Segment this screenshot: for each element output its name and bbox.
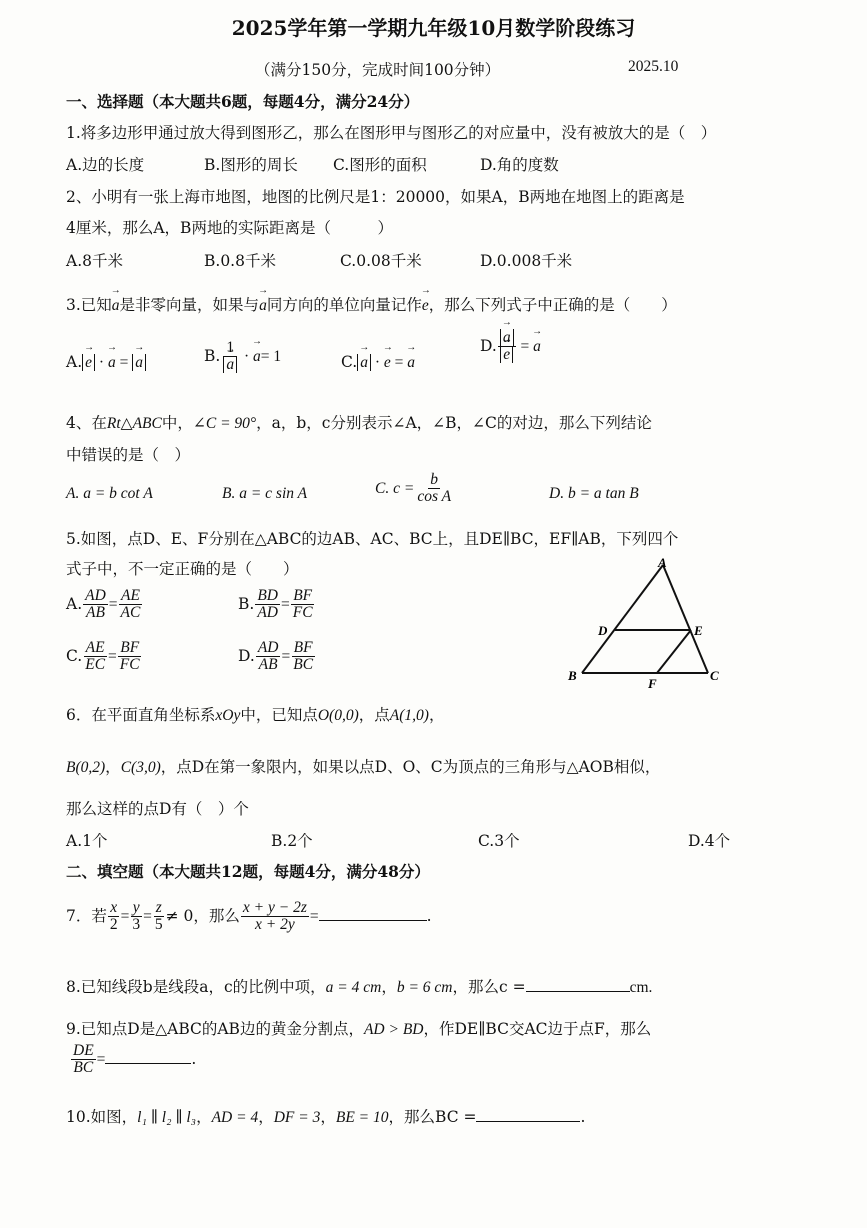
point-label-c: C xyxy=(710,668,719,683)
question-4-line-1: 4、在Rt△ABC中，∠C = 90°，a，b，c分别表示∠A，∠B，∠C的对边，那么下列结论 xyxy=(66,414,652,432)
question-5-option-d: D. $\frac{AD}{AB}$ = $\frac{BF}{BC}$ xyxy=(238,639,314,674)
question-4-option-a: A. a = b cot A xyxy=(66,485,153,502)
question-5-line-1: 5.如图，点D、E、F分别在△ABC的边AB、AC、BC上，且DE∥BC，EF∥AB，下列四个 xyxy=(66,530,679,548)
point-label-f: F xyxy=(648,676,657,690)
segment-ab xyxy=(582,565,663,673)
question-1-stem: 1.将多边形甲通过放大得到图形乙，那么在图形甲与图形乙的对应量中，没有被放大的是（ ） xyxy=(66,124,717,142)
question-9-answer-blank[interactable] xyxy=(105,1062,191,1064)
question-5-option-a: A. $\frac{AD}{AB}$ = $\frac{AE}{AC}$ xyxy=(66,587,141,622)
section-heading-choice: 一、选择题（本大题共6题，每题4分，满分24分） xyxy=(66,92,420,111)
question-8: 8.已知线段b是线段a，c的比例中项，a = 4 cm，b = 6 cm，那么c = cm. xyxy=(66,978,653,996)
question-5-line-2: 式子中，不一定正确的是（ ） xyxy=(66,560,299,578)
question-4-option-d: D. b = a tan B xyxy=(549,485,639,502)
question-2-line-2: 4厘米，那么A，B两地的实际距离是（ ） xyxy=(66,219,393,237)
page-title: 2025学年第一学期九年级10月数学阶段练习 xyxy=(231,16,636,40)
question-5-option-b: B. $\frac{BD}{AD}$ = $\frac{BF}{FC}$ xyxy=(238,587,313,622)
point-label-e: E xyxy=(694,623,703,638)
section-heading-fill-in: 二、填空题（本大题共12题，每题4分，满分48分） xyxy=(66,862,430,881)
question-6-option-a: A.1个 xyxy=(66,832,108,850)
question-7: 7．若 $\frac{x}{2}$ = $\frac{y}{3}$ = $\frac{z}{5}$ ≠ 0，那么 $\frac{x + y - 2z}{x + 2y}$ = . xyxy=(66,899,432,934)
question-1-option-b: B.图形的周长 xyxy=(204,156,298,174)
question-1-option-a: A.边的长度 xyxy=(66,156,145,174)
question-6-option-b: B.2个 xyxy=(271,832,313,850)
question-6-line-3: 那么这样的点D有（ ）个 xyxy=(66,800,249,818)
question-9-line-2: $\frac{DE}{BC}$ = . xyxy=(73,1042,197,1077)
question-5-triangle-figure xyxy=(560,555,730,690)
question-1-option-d: D.角的度数 xyxy=(480,156,559,174)
segment-ef xyxy=(657,630,691,673)
point-label-b: B xyxy=(568,668,577,683)
question-6-option-c: C.3个 xyxy=(478,832,520,850)
question-3-option-c: C.→ a · → e = → a xyxy=(341,353,415,372)
question-1-option-c: C.图形的面积 xyxy=(333,156,427,174)
question-3-option-b: B. 1 → a · → a= 1 xyxy=(204,340,281,374)
question-3-stem: 3.已知→ a是非零向量，如果与→ a同方向的单位向量记作→ e，那么下列式子中正确的是（ ） xyxy=(66,293,677,315)
question-3-option-a: A.→ e · → a = → a xyxy=(66,353,146,372)
question-2-option-a: A.8千米 xyxy=(66,252,123,270)
question-4-option-b: B. a = c sin A xyxy=(222,485,308,502)
question-6-line-2: B(0,2)，C(3,0)，点D在第一象限内，如果以点D、O、C为顶点的三角形与△AOB相似， xyxy=(66,758,661,776)
question-2-line-1: 2、小明有一张上海市地图，地图的比例尺是1：20000，如果A，B两地在地图上的距离是 xyxy=(66,188,685,206)
question-2-option-b: B.0.8千米 xyxy=(204,252,276,270)
exam-date: 2025.10 xyxy=(628,58,679,75)
point-label-d: D xyxy=(598,623,608,638)
question-10: 10.如图，l₁ ∥ l₂ ∥ l₃，AD = 4，DF = 3，BE = 10，那么BC = . xyxy=(66,1108,586,1126)
point-label-a: A xyxy=(658,555,667,570)
question-4-line-2: 中错误的是（ ） xyxy=(66,446,191,464)
question-7-answer-blank[interactable] xyxy=(319,919,427,921)
page-subtitle: （满分150分，完成时间100分钟） xyxy=(255,61,501,79)
question-10-answer-blank[interactable] xyxy=(476,1120,580,1122)
question-8-answer-blank[interactable] xyxy=(526,990,630,992)
question-4-option-c: C. c = $\frac{b}{\text{cos A}}$ xyxy=(375,471,452,506)
question-2-option-c: C.0.08千米 xyxy=(340,252,422,270)
question-6-line-1: 6．在平面直角坐标系xOy中，已知点O(0,0)，点A(1,0)， xyxy=(66,706,445,724)
question-9-line-1: 9.已知点D是△ABC的AB边的黄金分割点，AD > BD，作DE∥BC交AC边于点F，那么 xyxy=(66,1020,652,1038)
question-5-option-c: C. $\frac{AE}{EC}$ = $\frac{BF}{FC}$ xyxy=(66,639,140,674)
question-6-option-d: D.4个 xyxy=(688,832,731,850)
question-2-option-d: D.0.008千米 xyxy=(480,252,573,270)
question-3-option-d: D. → a → e = → a xyxy=(480,330,541,364)
